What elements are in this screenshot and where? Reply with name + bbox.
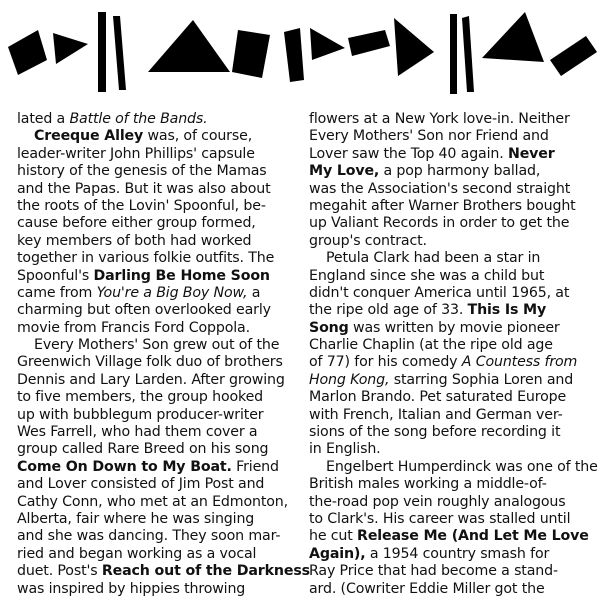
- body-text: history of the genesis of the Mamas: [17, 163, 267, 180]
- text-line: [17, 389, 294, 406]
- text-line: [17, 528, 294, 545]
- text-line: [17, 476, 294, 493]
- body-text: sions of the song before recording it: [309, 424, 561, 441]
- text-line: [309, 407, 589, 424]
- body-text: Marlon Brando. Pet saturated Europe: [309, 389, 567, 406]
- italic-title: A Countess from: [461, 354, 578, 371]
- text-line: [309, 511, 589, 528]
- text-line: [17, 546, 294, 563]
- text-line: [17, 198, 294, 215]
- text-line: [17, 407, 294, 424]
- text-line: [309, 354, 589, 371]
- body-text: group's contract.: [309, 232, 427, 249]
- text-line: [309, 285, 589, 302]
- text-line: [17, 285, 294, 302]
- text-line: [309, 181, 589, 198]
- body-text: Ray Price that had become a stand-: [309, 563, 558, 580]
- banner-shape: [53, 33, 88, 64]
- text-line: [17, 372, 294, 389]
- text-line: [309, 546, 589, 563]
- text-line: [17, 111, 294, 128]
- text-line: [309, 563, 589, 580]
- banner-shape: [394, 18, 434, 76]
- body-text: megahit after Warner Brothers bought: [309, 197, 576, 214]
- text-line: [309, 128, 589, 145]
- body-text: flowers at a New York love-in. Neither: [309, 111, 570, 127]
- body-text: ried and began working as a vocal: [17, 545, 257, 562]
- text-line: [309, 111, 589, 128]
- column-left: [17, 111, 310, 598]
- italic-title: You're a Big Boy Now,: [96, 284, 248, 301]
- body-text: was written by movie pioneer: [348, 319, 560, 336]
- body-text: the-road pop vein roughly analogous: [309, 493, 566, 510]
- text-line: [309, 250, 589, 267]
- text-line: [17, 146, 294, 163]
- text-line: [309, 163, 589, 180]
- body-text: with French, Italian and German ver-: [309, 406, 563, 423]
- italic-title: Battle of the Bands.: [69, 111, 208, 127]
- text-line: [309, 337, 589, 354]
- body-text: lated a: [17, 111, 70, 127]
- body-text: key members of both had worked: [17, 232, 252, 249]
- body-text: cause before either group formed,: [17, 215, 256, 232]
- banner-shape: [284, 28, 304, 82]
- body-text: Wes Farrell, who had them cover a: [17, 424, 258, 441]
- body-text: Alberta, fair where he was singing: [17, 510, 255, 527]
- banner-shape: [348, 30, 390, 56]
- text-line: [309, 476, 589, 493]
- text-line: [309, 424, 589, 441]
- text-line: [17, 424, 294, 441]
- banner-shape: [450, 14, 457, 94]
- text-line: [17, 581, 294, 598]
- text-line: [309, 494, 589, 511]
- song-title: Come On Down to My Boat.: [17, 458, 232, 475]
- body-text: and the Papas. But it was also about: [17, 180, 271, 197]
- text-line: [17, 511, 294, 528]
- body-text: a 1954 country smash for: [365, 545, 550, 562]
- text-line: [309, 458, 598, 476]
- text-line: [309, 372, 589, 389]
- song-title: My Love,: [309, 163, 380, 180]
- body-text: the roots of the Lovin' Spoonful, be-: [17, 197, 266, 214]
- song-title: Never: [507, 145, 555, 162]
- banner-shape: [148, 20, 230, 72]
- text-line: [17, 215, 294, 232]
- body-text: ard. (Cowriter Eddie Miller got the: [309, 580, 545, 597]
- text-line: [309, 581, 589, 598]
- text-line: [309, 302, 589, 319]
- body-text: Engelbert Humperdinck was one of the: [326, 458, 598, 475]
- banner-shape: [310, 28, 345, 60]
- body-text: Friend: [231, 458, 279, 475]
- body-text: Petula Clark had been a star in: [326, 250, 541, 267]
- text-line: [17, 354, 294, 371]
- text-line: [309, 389, 589, 406]
- column-right: [309, 111, 598, 598]
- body-text: Every Mothers' Son nor Friend and: [309, 128, 549, 145]
- text-line: [309, 528, 589, 545]
- body-text: was, of course,: [143, 128, 253, 145]
- decorative-banner: [0, 0, 600, 100]
- song-title: Release Me (And Let Me Love: [357, 528, 589, 545]
- text-line: [17, 441, 294, 458]
- body-text: and she was dancing. They soon mar-: [17, 528, 281, 545]
- text-line: [17, 320, 294, 337]
- body-text: movie from Francis Ford Coppola.: [17, 319, 250, 336]
- body-text: Cathy Conn, who met at an Edmonton,: [17, 493, 288, 510]
- body-text: starring Sophia Loren and: [389, 371, 574, 388]
- text-line: [17, 233, 294, 250]
- text-line: [309, 233, 589, 250]
- italic-title: Hong Kong,: [309, 371, 390, 388]
- song-title: Darling Be Home Soon: [93, 267, 270, 284]
- body-text: England since she was a child but: [309, 267, 545, 284]
- text-line: [309, 268, 589, 285]
- banner-shape: [232, 30, 270, 78]
- song-title: Again),: [309, 545, 366, 562]
- body-text: duet. Post's: [17, 563, 102, 580]
- body-text: and Lover consisted of Jim Post and: [17, 476, 265, 493]
- text-line: [309, 320, 589, 337]
- banner-shape: [98, 12, 106, 92]
- body-text: Spoonful's: [17, 267, 94, 284]
- body-text: Every Mothers' Son grew out of the: [34, 337, 280, 354]
- body-text: up with bubblegum producer-writer: [17, 406, 264, 423]
- text-line: [17, 163, 294, 180]
- body-text: he cut: [309, 528, 358, 545]
- body-text: Greenwich Village folk duo of brothers: [17, 354, 283, 371]
- text-line: [309, 146, 589, 163]
- body-text: to Clark's. His career was stalled until: [309, 510, 571, 527]
- text-line: [17, 459, 294, 476]
- body-text: together in various folkie outfits. The: [17, 250, 275, 267]
- body-text: the ripe old age of 33.: [309, 302, 468, 319]
- body-text: was the Association's second straight: [309, 180, 571, 197]
- body-text: was inspired by hippies throwing: [17, 580, 246, 597]
- song-title: Song: [309, 319, 349, 336]
- text-line: [17, 268, 294, 285]
- text-line: [309, 198, 589, 215]
- text-line: [17, 302, 294, 319]
- body-text: to five members, the group hooked: [17, 389, 264, 406]
- body-text: a: [247, 284, 261, 301]
- song-title: Reach out of the Darkness: [101, 563, 310, 580]
- body-text: Charlie Chaplin (at the ripe old age: [309, 337, 553, 354]
- text-line: [309, 441, 589, 458]
- text-line: [17, 181, 294, 198]
- text-line: [17, 128, 294, 145]
- body-text: Dennis and Lary Larden. After growing: [17, 371, 285, 388]
- banner-shape: [482, 12, 544, 62]
- body-text: came from: [17, 284, 97, 301]
- text-line: [17, 250, 294, 267]
- body-text: British males working a middle-of-: [309, 476, 547, 493]
- text-line: [309, 215, 589, 232]
- text-line: [17, 494, 294, 511]
- body-text: charming but often overlooked early: [17, 302, 271, 319]
- body-text: group called Rare Breed on his song: [17, 441, 269, 458]
- body-text: in English.: [309, 441, 381, 458]
- text-line: [17, 563, 310, 580]
- body-text: up Valiant Records in order to get the: [309, 215, 570, 232]
- body-text: didn't conquer America until 1965, at: [309, 284, 570, 301]
- banner-shape: [8, 30, 47, 75]
- body-text: Lover saw the Top 40 again.: [309, 145, 508, 162]
- banner-shape: [550, 36, 597, 76]
- song-title: This Is My: [467, 302, 547, 319]
- body-text: a pop harmony ballad,: [379, 163, 541, 180]
- body-text: leader-writer John Phillips' capsule: [17, 145, 255, 162]
- text-line: [17, 337, 294, 354]
- banner-shape: [113, 16, 126, 90]
- body-text: of 77) for his comedy: [309, 354, 462, 371]
- song-title: Creeque Alley: [34, 128, 144, 145]
- banner-shape: [462, 16, 474, 92]
